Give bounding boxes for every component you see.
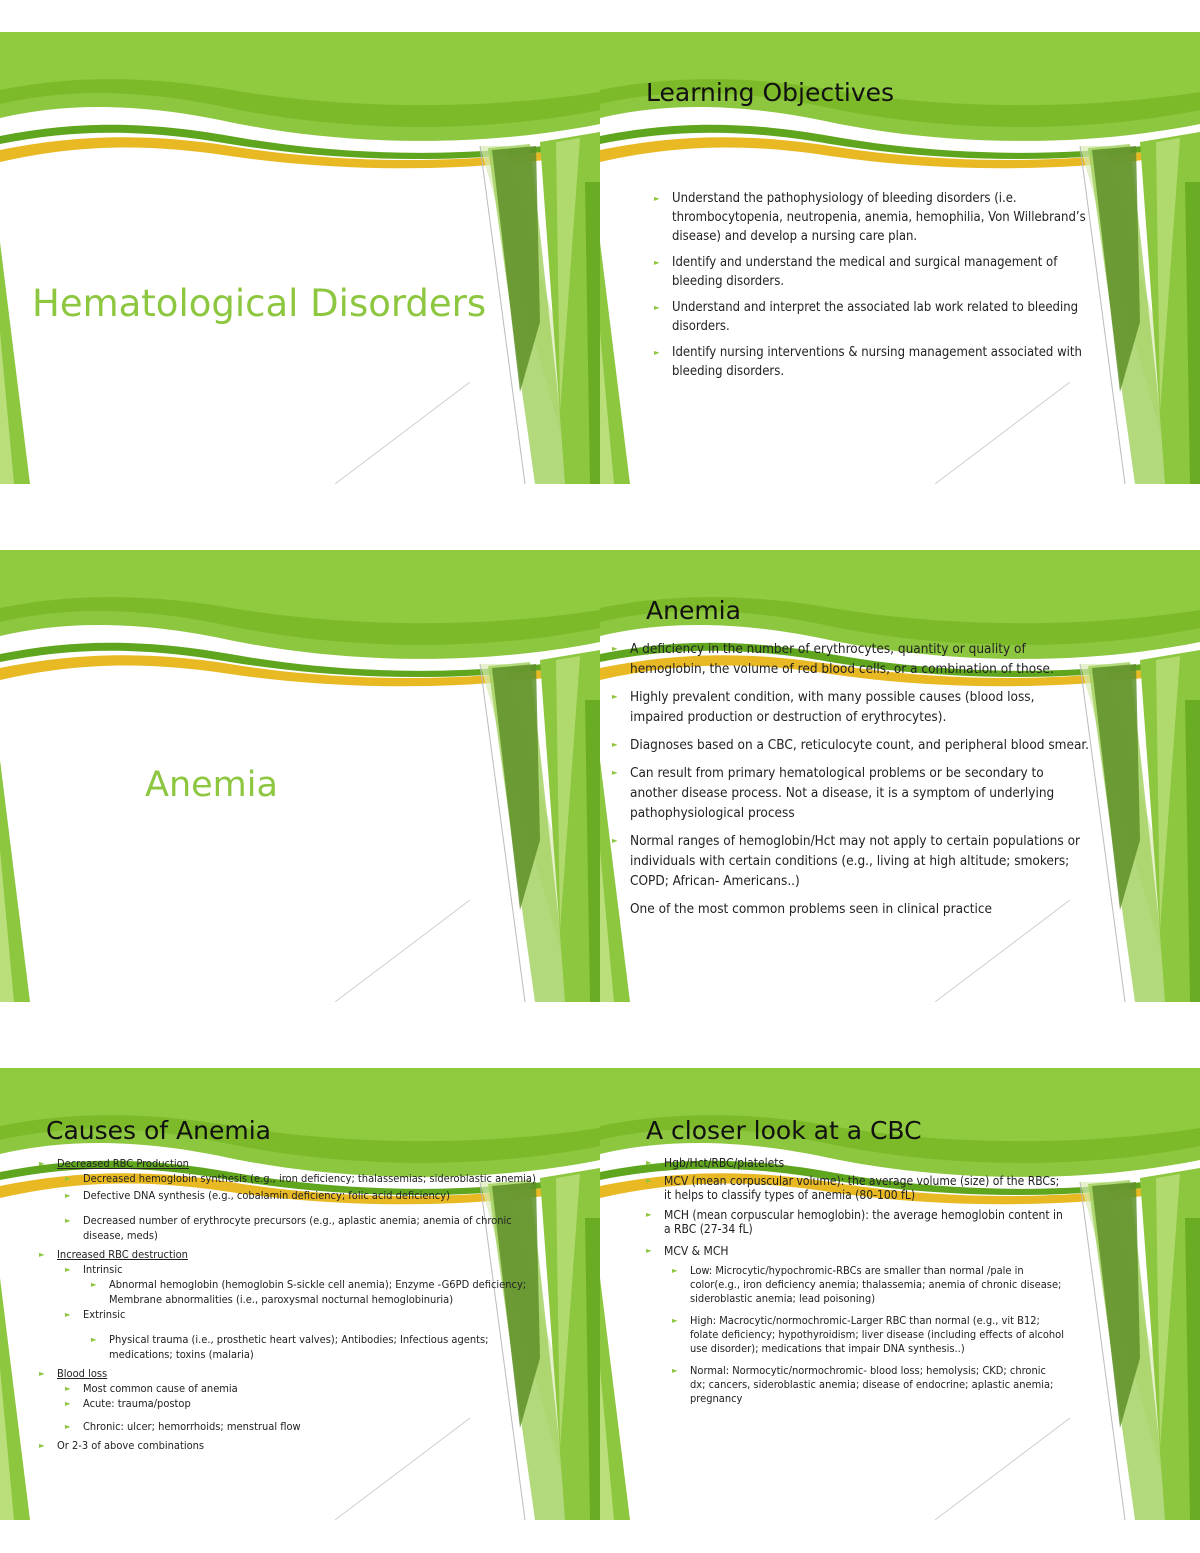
list-item: ► Normal ranges of hemoglobin/Hct may not apply to certain populations or individuals with certain conditions (e.g., living at high altitude; smokers; COPD; African- Americans..) xyxy=(630,831,1090,891)
bullet-list xyxy=(630,639,1090,919)
list-item: ► Understand and interpret the associated lab work related to bleeding disorders. xyxy=(672,298,1092,336)
list-item: ► Decreased number of erythrocyte precursors (e.g., aplastic anemia; anemia of chronic disease, meds) xyxy=(83,1213,547,1243)
list-item: ► MCH (mean corpuscular hemoglobin): the average hemoglobin content in a RBC (27-34 fL) xyxy=(664,1208,1064,1236)
list-item: ► Defective DNA synthesis (e.g., cobalamin deficiency; folic acid deficiency) xyxy=(83,1188,547,1203)
slide-title-text: Hematological Disorders xyxy=(32,282,487,325)
list-item: ► Intrinsic xyxy=(83,1262,547,1277)
list-item: ► Most common cause of anemia xyxy=(83,1381,547,1396)
list-item: ► Blood loss xyxy=(57,1366,547,1381)
list-item: ► MCV & MCH xyxy=(664,1244,1064,1258)
list-item: ► MCV (mean corpuscular volume): the average volume (size) of the RBCs; it helps to classify types of anemia (80-100 fL) xyxy=(664,1174,1064,1202)
list-item: ► One of the most common problems seen in clinical practice xyxy=(630,899,1090,919)
slide-title-hematological xyxy=(0,32,600,484)
bullet-list xyxy=(664,1156,1064,1406)
list-item: ► Increased RBC destruction xyxy=(57,1247,547,1262)
bullet-list xyxy=(57,1156,547,1453)
slide-anemia-definition xyxy=(600,550,1200,1002)
slide-heading: Causes of Anemia xyxy=(46,1116,271,1145)
list-item: ► Decreased hemoglobin synthesis (e.g., iron deficiency; thalassemias; sideroblastic anemia) xyxy=(83,1171,547,1186)
bullet-list xyxy=(672,189,1092,381)
list-item: ► Decreased RBC Production xyxy=(57,1156,547,1171)
list-item: ► Normal: Normocytic/normochromic- blood loss; hemolysis; CKD; chronic dx; cancers, sideroblastic anemia; disease of endocrine; aplastic anemia; pregnancy xyxy=(690,1364,1064,1406)
slide-title-anemia xyxy=(0,550,600,1002)
list-item: ► Or 2-3 of above combinations xyxy=(57,1438,547,1453)
list-item: ► Extrinsic xyxy=(83,1307,547,1322)
list-item: ► Highly prevalent condition, with many possible causes (blood loss, impaired production or destruction of erythrocytes). xyxy=(630,687,1090,727)
list-item: ► Identify and understand the medical and surgical management of bleeding disorders. xyxy=(672,253,1092,291)
list-item: ► Diagnoses based on a CBC, reticulocyte count, and peripheral blood smear. xyxy=(630,735,1090,755)
list-item: ► Identify nursing interventions & nursing management associated with bleeding disorders. xyxy=(672,343,1092,381)
slide-heading: Anemia xyxy=(646,596,741,625)
slide-title-text: Anemia xyxy=(145,765,278,805)
slide-learning-objectives xyxy=(600,32,1200,484)
slide-causes-of-anemia xyxy=(0,1068,600,1520)
list-item: ► Chronic: ulcer; hemorrhoids; menstrual flow xyxy=(83,1419,547,1434)
list-item: ► High: Macrocytic/normochromic-Larger RBC than normal (e.g., vit B12; folate deficiency; hypothyroidism; liver disease (including effects of alcohol use disorder); medications that impair DNA synthesis..) xyxy=(690,1314,1064,1356)
list-item: ► Acute: trauma/postop xyxy=(83,1396,547,1411)
list-item: ► Abnormal hemoglobin (hemoglobin S-sickle cell anemia); Enzyme -G6PD deficiency; Membrane abnormalities (i.e., paroxysmal nocturnal hemoglobinuria) xyxy=(109,1277,547,1307)
list-item: ► Low: Microcytic/hypochromic-RBCs are smaller than normal /pale in color(e.g., iron deficiency anemia; thalassemia; anemia of chronic disease; sideroblastic anemia; lead poisoning) xyxy=(690,1264,1064,1306)
list-item: ► Can result from primary hematological problems or be secondary to another disease process. Not a disease, it is a symptom of underlying pathophysiological process xyxy=(630,763,1090,823)
list-item: ► A deficiency in the number of erythrocytes, quantity or quality of hemoglobin, the volume of red blood cells, or a combination of those. xyxy=(630,639,1090,679)
list-item: ► Physical trauma (i.e., prosthetic heart valves); Antibodies; Infectious agents; medications; toxins (malaria) xyxy=(109,1332,547,1362)
slide-heading: A closer look at a CBC xyxy=(646,1116,922,1145)
slide-background-art xyxy=(0,550,600,1002)
slide-background-art xyxy=(0,32,600,484)
slide-closer-look-cbc xyxy=(600,1068,1200,1520)
list-item: ► Hgb/Hct/RBC/platelets xyxy=(664,1156,1064,1170)
slide-heading: Learning Objectives xyxy=(646,78,895,107)
list-item: ► Understand the pathophysiology of bleeding disorders (i.e. thrombocytopenia, neutropenia, anemia, hemophilia, Von Willebrand’s disease) and develop a nursing care plan. xyxy=(672,189,1092,246)
